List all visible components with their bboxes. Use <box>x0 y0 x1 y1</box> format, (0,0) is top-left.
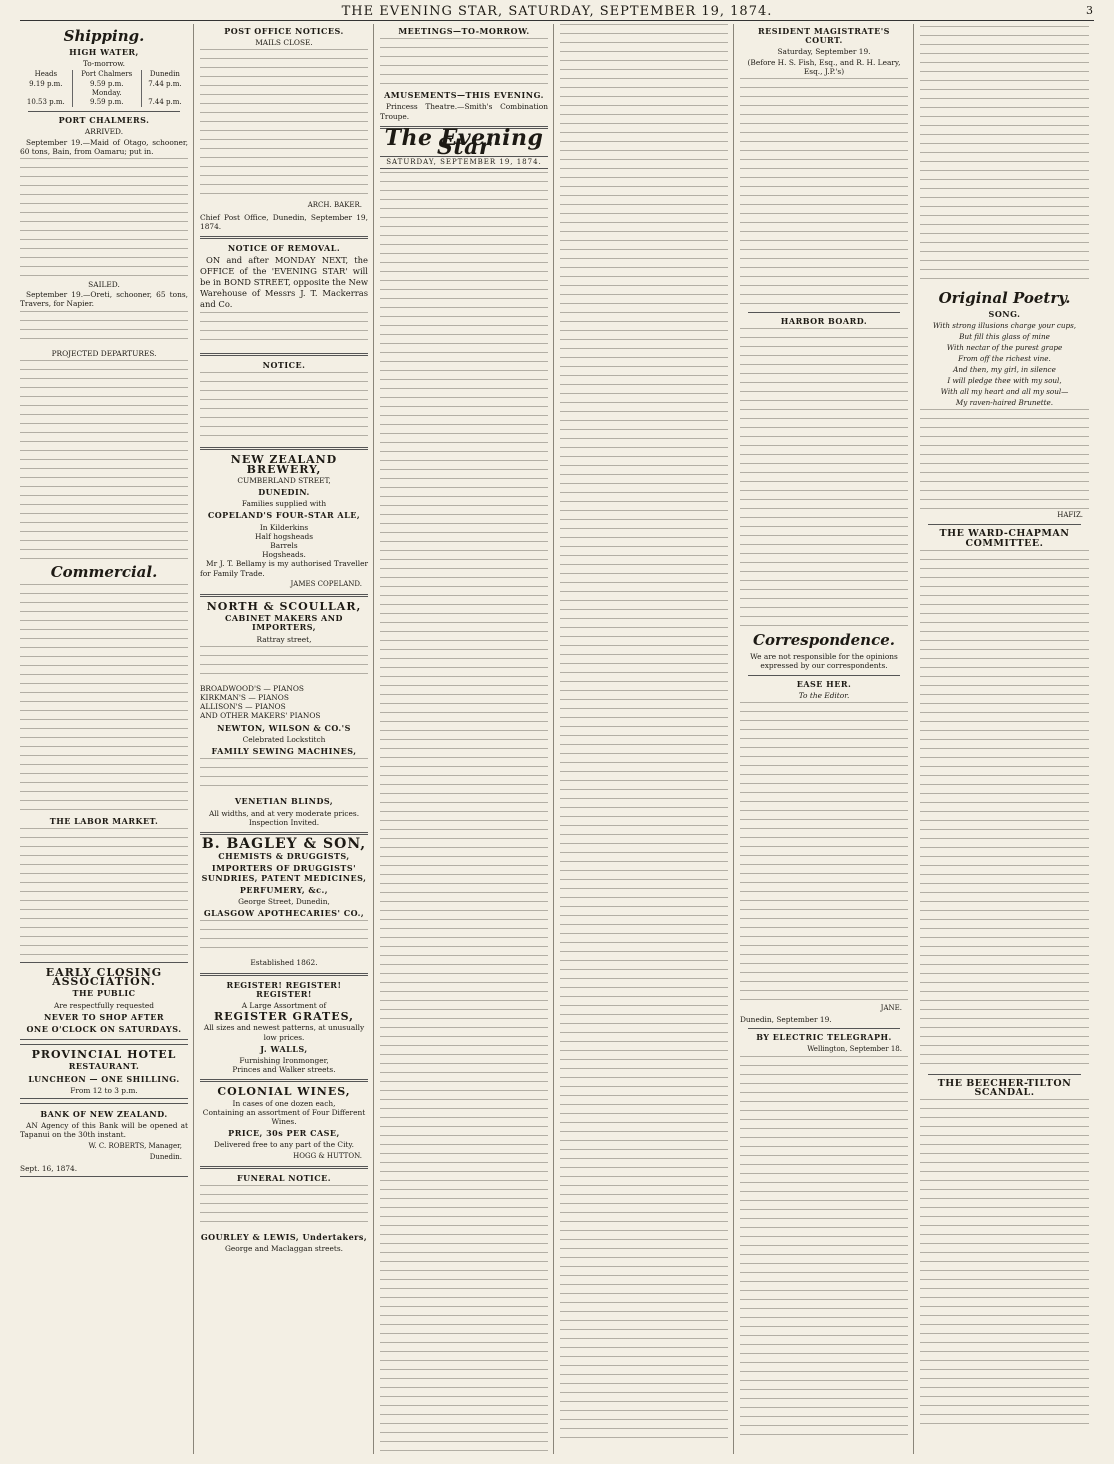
princes-streets: Princes and Walker streets. <box>232 1065 336 1075</box>
poem-line: From off the richest vine. <box>958 354 1051 364</box>
importers: IMPORTERS OF DRUGGISTS' SUNDRIES, PATENT MEDICINES, <box>201 863 367 883</box>
one-oclock-label: ONE O'CLOCK ON SATURDAYS. <box>26 1024 182 1035</box>
notice-heading: NOTICE. <box>262 360 306 371</box>
register-grates: REGISTER GRATES, <box>214 1010 354 1024</box>
delivered-label: Delivered free to any part of the City. <box>214 1140 354 1150</box>
table-row <box>20 70 188 79</box>
venetian-blinds: VENETIAN BLINDS, <box>234 796 334 807</box>
column-3 <box>380 24 554 1454</box>
brewery-title: NEW ZEALAND BREWERY, <box>230 453 338 476</box>
text-block <box>200 920 368 956</box>
sewing-machines: FAMILY SEWING MACHINES, <box>211 746 357 757</box>
song-heading: SONG. <box>988 309 1021 319</box>
not-responsible: We are not responsible for the opinions expressed by our correspondents. <box>750 652 898 671</box>
letter-date: Dunedin, September 19. <box>740 1015 832 1025</box>
text-block <box>740 702 908 1002</box>
tide-cell: Monday. <box>72 89 141 98</box>
beecher-tilton-heading: THE BEECHER-TILTON SCANDAL. <box>937 1077 1072 1099</box>
list-item: AND OTHER MAKERS' PIANOS <box>200 711 321 721</box>
brewery-street: CUMBERLAND STREET, <box>237 475 331 485</box>
poem <box>920 321 1089 407</box>
text-block <box>920 409 1089 509</box>
early-closing-title: EARLY CLOSING ASSOCIATION. <box>45 966 163 989</box>
register-title: REGISTER! REGISTER! REGISTER! <box>226 979 342 999</box>
tide-cell: 9.19 p.m. <box>29 79 63 88</box>
funeral-notice: FUNERAL NOTICE. <box>236 1172 332 1183</box>
table-row <box>20 98 188 107</box>
lunch-hours: From 12 to 3 p.m. <box>70 1085 138 1095</box>
court-heading: RESIDENT MAGISTRATE'S COURT. <box>758 26 890 46</box>
all-widths: All widths, and at very moderate prices. <box>208 808 360 818</box>
list-item: BROADWOOD'S — PIANOS <box>200 683 304 693</box>
chemists: CHEMISTS & DRUGGISTS, <box>218 851 350 862</box>
hogg-hutton: HOGG & HUTTON. <box>293 1151 362 1160</box>
table-row <box>20 80 188 89</box>
leading-article <box>380 172 548 1454</box>
requested-label: Are respectfully requested <box>54 1000 154 1010</box>
post-office-heading: POST OFFICE NOTICES. <box>224 26 344 36</box>
telegraph-heading: BY ELECTRIC TELEGRAPH. <box>756 1032 892 1043</box>
high-water-heading: HIGH WATER, <box>69 47 139 57</box>
tide-cell: 10.53 p.m. <box>26 98 65 107</box>
bank-date: Sept. 16, 1874. <box>20 1164 78 1174</box>
tide-cell: 9.59 p.m. <box>72 80 141 89</box>
shipping-heading: Shipping. <box>63 27 145 45</box>
bank-text: AN Agency of this Bank will be opened at Tapanui on the 30th instant. <box>20 1121 188 1140</box>
sailed-text: September 19.—Oreti, schooner, 65 tons, Travers, for Napier. <box>20 290 188 309</box>
pianos-list <box>200 684 368 721</box>
bank-title: BANK OF NEW ZEALAND. <box>40 1109 168 1120</box>
list-item: KIRKMAN'S — PIANOS <box>200 693 289 703</box>
tide-table <box>20 70 188 107</box>
public-label: THE PUBLIC <box>72 988 136 999</box>
poem-line: My raven-haired Brunette. <box>955 398 1054 408</box>
copeland-ale: COPELAND'S FOUR-STAR ALE, <box>207 510 361 521</box>
page-number: 3 <box>1086 4 1094 17</box>
rattray-street: Rattray street, <box>256 634 312 644</box>
cabinet-makers: CABINET MAKERS AND IMPORTERS, <box>224 613 343 633</box>
brewery-city: DUNEDIN. <box>258 487 310 498</box>
column-1 <box>20 24 194 1454</box>
column-5 <box>740 24 914 1454</box>
walls-name: J. WALLS, <box>260 1043 308 1054</box>
text-block <box>20 360 188 560</box>
wines-label: Wines. <box>271 1116 297 1126</box>
gourley-lewis: GOURLEY & LEWIS, Undertakers, <box>200 1231 368 1242</box>
text-block <box>740 78 908 308</box>
restaurant-label: RESTAURANT. <box>68 1061 140 1072</box>
tide-cell: Port Chalmers <box>72 70 141 79</box>
text-block <box>920 1099 1089 1429</box>
provincial-hotel-ad <box>20 1044 188 1099</box>
colonial-wines: COLONIAL WINES, <box>217 1085 351 1099</box>
wellington-date: Wellington, September 18. <box>807 1044 902 1053</box>
text-block <box>740 1056 908 1436</box>
perfumery: PERFUMERY, &c., <box>239 884 329 895</box>
dateline: SATURDAY, SEPTEMBER 19, 1874. <box>380 156 548 169</box>
north-scoullar-title: NORTH & SCOULLAR, <box>206 600 362 614</box>
port-chalmers-heading: PORT CHALMERS. <box>58 115 150 126</box>
text-block <box>200 1185 368 1230</box>
kilderkins: In Kilderkins <box>259 522 309 532</box>
ease-her-heading: EASE HER. <box>796 678 852 689</box>
sailed-label: SAILED. <box>88 280 120 290</box>
bellamy-text: Mr J. T. Bellamy is my authorised Traveller for Family Trade. <box>200 559 368 578</box>
masthead-title: THE EVENING STAR, SATURDAY, SEPTEMBER 19, 1874. <box>341 4 773 19</box>
labor-market-heading: THE LABOR MARKET. <box>49 815 159 826</box>
commercial-heading: Commercial. <box>50 562 158 581</box>
tomorrow-label: To-morrow. <box>82 59 126 69</box>
half-hogsheads: Half hogsheads <box>254 531 314 541</box>
text-block <box>920 26 1089 286</box>
families-label: Families supplied with <box>241 499 327 509</box>
poem-line: But fill this glass of mine <box>959 332 1050 342</box>
hogsheads: Hogsheads. <box>262 550 306 560</box>
ward-chapman-heading: THE WARD-CHAPMAN COMMITTEE. <box>939 528 1070 549</box>
early-closing-ad <box>20 962 188 1040</box>
text-block <box>200 372 368 442</box>
text-block <box>20 158 188 278</box>
barrels: Barrels <box>270 541 298 551</box>
mails-close-label: MAILS CLOSE. <box>255 38 313 48</box>
assortment-label: Containing an assortment of Four Different <box>202 1107 366 1117</box>
list-item: ALLISON'S — PIANOS <box>200 702 286 712</box>
article-continuation <box>560 24 728 1444</box>
copeland-sig: JAMES COPELAND. <box>290 579 362 588</box>
george-mac: George and Maclaggan streets. <box>225 1244 343 1254</box>
arrived-label: ARRIVED. <box>84 127 124 137</box>
text-block <box>20 311 188 347</box>
bagley-title: B. BAGLEY & SON, <box>201 835 367 852</box>
lockstitch: Celebrated Lockstitch <box>242 734 326 744</box>
column-6 <box>920 24 1094 1454</box>
column-2 <box>200 24 374 1454</box>
text-block <box>920 550 1089 1070</box>
tide-cell: Dunedin <box>141 70 188 79</box>
tide-cell: 7.44 p.m. <box>141 80 188 89</box>
provincial-title: PROVINCIAL HOTEL <box>31 1048 177 1062</box>
correspondence-heading: Correspondence. <box>753 631 895 650</box>
removal-text: ON and after MONDAY NEXT, the OFFICE of the 'EVENING STAR' will be in BOND STREET, opposite the New Warehouse of Messrs J. T. Mackerras and Co. <box>200 255 368 310</box>
tide-cell: 9.59 p.m. <box>72 98 141 107</box>
poem-line: With nectar of the purest grape <box>946 343 1063 353</box>
newspaper-logo: The Evening Star <box>384 124 544 161</box>
established: Established 1862. <box>250 958 318 968</box>
hafiz-sig: HAFIZ. <box>1057 511 1083 520</box>
postmaster-sig: ARCH. BAKER. <box>307 201 362 210</box>
text-block <box>20 828 188 958</box>
harbor-heading: HARBOR BOARD. <box>780 316 868 327</box>
text-block <box>20 584 188 814</box>
poem-line: With all my heart and all my soul— <box>940 387 1069 397</box>
newspaper-columns <box>20 24 1094 1454</box>
poem-line: With strong illusions charge your cups, <box>932 321 1077 331</box>
all-sizes: All sizes and newest patterns, at unusually low prices. <box>203 1023 365 1042</box>
jane-sig: JANE. <box>880 1004 902 1013</box>
newton-wilson: NEWTON, WILSON & CO.'S <box>217 722 351 733</box>
chief-post-office: Chief Post Office, Dunedin, September 19, 1874. <box>200 212 368 231</box>
price-label: PRICE, 30s PER CASE, <box>228 1128 340 1139</box>
to-editor: To the Editor. <box>798 690 850 700</box>
text-block <box>200 646 368 682</box>
large-assortment: A Large Assortment of <box>241 1000 327 1010</box>
text-block <box>200 49 368 199</box>
text-block <box>200 758 368 794</box>
furnishing: Furnishing Ironmonger, <box>239 1055 329 1065</box>
court-before: (Before H. S. Fish, Esq., and R. H. Leary, Esq., J.P.'s) <box>747 57 901 76</box>
glasgow-apothecaries: GLASGOW APOTHECARIES' CO., <box>203 908 365 919</box>
poem-line: And then, my girl, in silence <box>953 365 1056 375</box>
tide-cell <box>20 89 72 98</box>
removal-heading: NOTICE OF REMOVAL. <box>227 243 341 254</box>
george-street: George Street, Dunedin, <box>238 896 330 906</box>
arrived-text: September 19.—Maid of Otago, schooner, 60 tons, Bain, from Oamaru; put in. <box>20 137 188 156</box>
inspection-invited: Inspection Invited. <box>248 817 320 827</box>
luncheon-label: LUNCHEON — ONE SHILLING. <box>28 1073 180 1084</box>
amusements-heading: AMUSEMENTS—THIS EVENING. <box>384 90 544 101</box>
text-block <box>380 38 548 88</box>
masthead <box>20 4 1094 21</box>
meetings-heading: MEETINGS—TO-MORROW. <box>398 26 530 36</box>
original-poetry-heading: Original Poetry. <box>938 289 1071 307</box>
text-block <box>740 328 908 628</box>
text-block <box>200 312 368 348</box>
bank-ad <box>20 1103 188 1177</box>
tide-cell: 7.44 p.m. <box>141 98 188 107</box>
projected-label: PROJECTED DEPARTURES. <box>51 348 157 358</box>
tide-cell <box>141 89 188 98</box>
tide-cell: Heads <box>34 70 58 79</box>
never-shop-label: NEVER TO SHOP AFTER <box>43 1011 165 1022</box>
table-row <box>20 89 188 98</box>
bank-city: Dunedin. <box>149 1152 182 1161</box>
manager-sig: W. C. ROBERTS, Manager, <box>88 1141 182 1150</box>
column-4 <box>560 24 734 1454</box>
cases-label: In cases of one dozen each, <box>232 1098 336 1108</box>
princess-theatre: Princess Theatre.—Smith's Combination Troupe. <box>380 102 548 121</box>
poem-line: I will pledge thee with my soul, <box>947 376 1062 386</box>
court-date: Saturday, September 19. <box>777 47 871 57</box>
